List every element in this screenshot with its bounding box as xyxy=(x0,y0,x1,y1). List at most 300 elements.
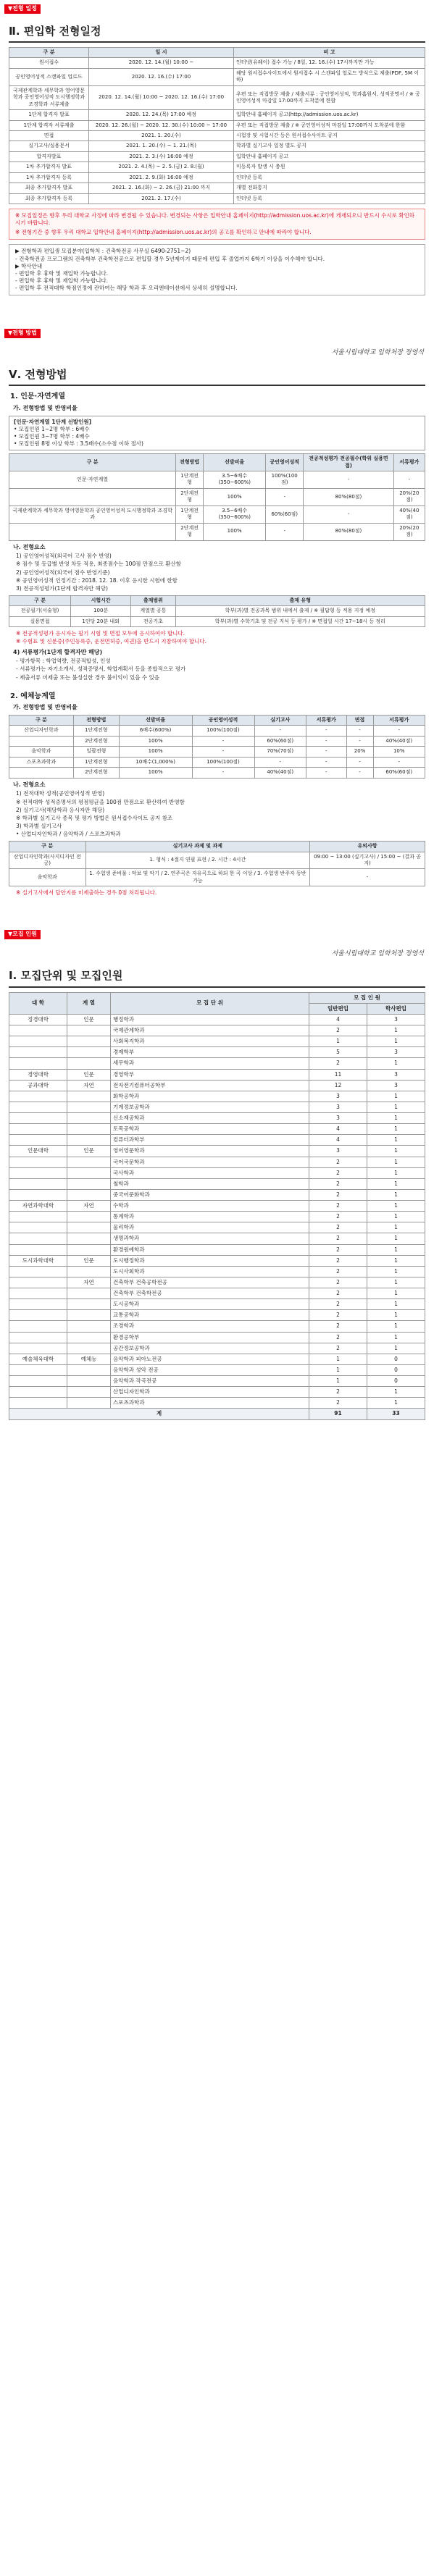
box-title: [인문·자연계열 1단계 선발인원] xyxy=(14,418,92,425)
table-row xyxy=(9,1255,425,1266)
table-cell: 1단계전형 xyxy=(176,471,204,489)
text-line: 1) 전적대학 성적(공인영어성적 반영) xyxy=(16,790,105,797)
cell-track xyxy=(67,1047,111,1058)
table-row xyxy=(9,1343,425,1354)
col-header: 전형방법 xyxy=(176,454,204,471)
table-row xyxy=(9,1178,425,1189)
table-cell: 100% xyxy=(204,523,266,540)
cell-general: 4 xyxy=(309,1124,367,1135)
cell-college: 경영대학 xyxy=(9,1069,67,1080)
cell-general: 1 xyxy=(309,1354,367,1364)
table-cell xyxy=(9,488,176,505)
cell-track xyxy=(67,1212,111,1222)
table-cell: 60%(60점) xyxy=(254,736,306,746)
cell-date: 2021. 2. 9.(화) 16:00 예정 xyxy=(89,172,234,182)
table-row xyxy=(9,1167,425,1178)
cell-unit: 음악학과 작곡전공 xyxy=(111,1376,309,1387)
text-line: 2) 공인영어성적(외국어 점수 반영기준) xyxy=(16,569,110,576)
cell-unit: 환경원예학과 xyxy=(111,1244,309,1255)
cell-bachelor: 3 xyxy=(367,1047,425,1058)
table-cell: 2단계전형 xyxy=(73,736,119,746)
table-row xyxy=(9,85,425,109)
cell-bachelor: 1 xyxy=(367,1266,425,1277)
col-header: 일반편입 xyxy=(309,1003,367,1014)
table-cell: - xyxy=(346,736,373,746)
cell-track xyxy=(67,1376,111,1387)
cell-general: 2 xyxy=(309,1266,367,1277)
cell-track xyxy=(67,1157,111,1167)
table-cell: 실용면접 xyxy=(9,616,71,626)
cell-track: 자연 xyxy=(67,1277,111,1288)
box-line: • 모집인원 1~2명 학부 : 6배수 xyxy=(14,425,90,432)
cell-unit: 생명과학과 xyxy=(111,1233,309,1244)
table-cell: 학부(과)별 수학기초 및 전공 지식 등 평가 / ※ 면접일 시간 17~18시 등 정리 xyxy=(175,616,425,626)
cell-unit: 도시행정학과 xyxy=(111,1255,309,1266)
cell-unit: 세무학과 xyxy=(111,1058,309,1069)
section-tag: ▼전형 방법 xyxy=(4,329,41,338)
table-row xyxy=(9,58,425,68)
cell-category: 최종 추가합격자 발표 xyxy=(9,183,89,193)
table-cell xyxy=(9,736,74,746)
table-cell: 40%(40점) xyxy=(393,505,425,523)
table-cell: 100%(100점) xyxy=(266,471,304,489)
cell-college: 자연과학대학 xyxy=(9,1201,67,1212)
cell-bachelor: 1 xyxy=(367,1387,425,1398)
table-row xyxy=(9,1354,425,1364)
info-line: ▶ 전형학과 편입생 모집분야(입학처 : 건축학전공 사무실 6490-2751~2) xyxy=(15,248,191,255)
cell-track xyxy=(67,1364,111,1375)
cell-bachelor: 1 xyxy=(367,1299,425,1310)
table-row xyxy=(9,183,425,193)
table-row xyxy=(9,523,425,540)
col-header: 대 학 xyxy=(9,992,67,1014)
cell-bachelor: 1 xyxy=(367,1178,425,1189)
table-row xyxy=(9,488,425,505)
cell-college xyxy=(9,1310,67,1321)
cell-college xyxy=(9,1113,67,1124)
cell-college xyxy=(9,1124,67,1135)
method-table-3 xyxy=(9,715,425,779)
table-row xyxy=(9,606,425,616)
cell-general: 4 xyxy=(309,1014,367,1025)
section-title: Ⅰ. 모집단위 및 모집인원 xyxy=(9,968,425,987)
cell-note: 입학안내 홈페이지 공고(http://admission.uos.ac.kr) xyxy=(234,110,425,120)
cell-general: 12 xyxy=(309,1080,367,1091)
quota-section xyxy=(0,926,434,1419)
table-cell: 산업디자인학과(사지디자인 전공) xyxy=(9,852,86,869)
cell-bachelor: 1 xyxy=(367,1343,425,1354)
cell-category: 국제관계학과 세무학과 영어영문학과 공인영어성적 도시행정학과 조경학과 서류제출 xyxy=(9,85,89,109)
cell-bachelor: 3 xyxy=(367,1014,425,1025)
table-cell: 100% xyxy=(119,747,192,757)
table-cell: - xyxy=(304,471,393,489)
table-row xyxy=(9,1102,425,1112)
text-line: - 제출서류 미제출 또는 불성실한 경우 불이익이 있을 수 있음 xyxy=(16,674,160,681)
cell-bachelor: 1 xyxy=(367,1244,425,1255)
cell-unit: 음악학과 성악 전공 xyxy=(111,1364,309,1375)
cell-general: 2 xyxy=(309,1201,367,1212)
box-line: • 모집인원 3~7명 학부 : 4배수 xyxy=(14,432,90,440)
cell-track xyxy=(67,1102,111,1112)
text-line: - 서류평가는 자기소개서, 성적증명서, 학업계획서 등을 종합적으로 평가 xyxy=(16,666,186,673)
cell-bachelor: 1 xyxy=(367,1091,425,1102)
cell-date: 2021. 2. 4.(목) ~ 2. 5.(금) 2. 8.(월) xyxy=(89,162,234,172)
total-general: 91 xyxy=(309,1409,367,1419)
cell-note: 시험장 및 시험시간 등은 원서접수사이트 공지 xyxy=(234,130,425,140)
cell-college: 공과대학 xyxy=(9,1080,67,1091)
info-box xyxy=(9,244,425,295)
cell-track xyxy=(67,1288,111,1299)
cell-general: 2 xyxy=(309,1310,367,1321)
cell-track xyxy=(67,1058,111,1069)
table-row xyxy=(9,1288,425,1299)
table-row xyxy=(9,110,425,120)
table-cell: 2단계전형 xyxy=(176,523,204,540)
notice-text: ※ 모집일정은 향후 우리 대학교 사정에 따라 변경될 수 있습니다. 변경되는 사항은 입학안내 홈페이지(http://admission.uos.ac.kr)에 게재되오니 반드시 수시로 확인하시기 바랍니다. xyxy=(15,212,415,227)
table-cell: 2단계전형 xyxy=(176,488,204,505)
cell-date: 2021. 1. 20.(수) xyxy=(89,130,234,140)
table-cell: 1인당 20분 내외 xyxy=(70,616,130,626)
cell-general: 2 xyxy=(309,1321,367,1332)
cell-note: 우편 또는 직접방문 제출 / ※ 공인영어성적 마감일 17:00까지 도착분에 한함 xyxy=(234,120,425,130)
table-row xyxy=(9,193,425,204)
cell-date: 2021. 2. 17.(수) xyxy=(89,193,234,204)
table-cell: 음악학과 xyxy=(9,869,86,886)
table-cell: - xyxy=(346,726,373,736)
table-cell: - xyxy=(373,757,425,767)
table-cell: - xyxy=(306,757,346,767)
col-header: 모 집 인 원 xyxy=(309,992,425,1003)
cell-bachelor: 0 xyxy=(367,1364,425,1375)
cell-general: 2 xyxy=(309,1233,367,1244)
cell-unit: 도시사회학과 xyxy=(111,1266,309,1277)
col-header: 시험시간 xyxy=(70,595,130,605)
cell-category: 합격자발표 xyxy=(9,151,89,161)
cell-track xyxy=(67,1189,111,1200)
cell-date: 2020. 12. 24.(목) 17:00 예정 xyxy=(89,110,234,120)
table-cell: 스포츠과학과 xyxy=(9,757,74,767)
table-row xyxy=(9,1332,425,1343)
table-cell: 100% xyxy=(119,768,192,778)
total-bachelor: 33 xyxy=(367,1409,425,1419)
cell-track xyxy=(67,1036,111,1047)
col-header: 실기고사 과제 및 과제 xyxy=(85,842,310,852)
table-row xyxy=(9,1310,425,1321)
warning-text: ※ 실기고사에서 답안지를 미제출하는 경우 0점 처리됩니다. xyxy=(16,889,157,897)
col-header: 전형방법 xyxy=(73,715,119,725)
cell-general: 2 xyxy=(309,1058,367,1069)
table-cell: 2단계전형 xyxy=(73,768,119,778)
table-cell: 1단계전형 xyxy=(73,726,119,736)
table-row xyxy=(9,1398,425,1409)
cell-category: 최종 추가합격자 등록 xyxy=(9,193,89,204)
table-row xyxy=(9,130,425,140)
table-row xyxy=(9,471,425,489)
table-row xyxy=(9,736,425,746)
cell-general: 2 xyxy=(309,1332,367,1343)
cell-bachelor: 1 xyxy=(367,1201,425,1212)
table-cell: 70%(70점) xyxy=(254,747,306,757)
cell-bachelor: 1 xyxy=(367,1135,425,1146)
cell-track xyxy=(67,1244,111,1255)
col-header: 계 열 xyxy=(67,992,111,1014)
cell-date: 2021. 2. 3.(수) 16:00 예정 xyxy=(89,151,234,161)
cell-unit: 사회복지학과 xyxy=(111,1036,309,1047)
col-header: 서류평가 xyxy=(393,454,425,471)
table-row xyxy=(9,151,425,161)
cell-unit: 통계학과 xyxy=(111,1212,309,1222)
col-header: 출제범위 xyxy=(131,595,175,605)
cell-category: 공인영어성적 스캔파일 업로드 xyxy=(9,68,89,85)
table-cell: - xyxy=(310,869,425,886)
method-table-2 xyxy=(9,595,425,627)
cell-bachelor: 0 xyxy=(367,1354,425,1364)
cell-bachelor: 1 xyxy=(367,1189,425,1200)
cell-general: 2 xyxy=(309,1157,367,1167)
table-cell: - xyxy=(254,757,306,767)
table-cell: 6배수(600%) xyxy=(119,726,192,736)
cell-general: 2 xyxy=(309,1025,367,1036)
cell-college xyxy=(9,1189,67,1200)
table-cell: 인문·자연계열 xyxy=(9,471,176,489)
table-cell: 1단계전형 xyxy=(176,505,204,523)
table-cell: - xyxy=(306,747,346,757)
cell-general: 1 xyxy=(309,1364,367,1375)
cell-track xyxy=(67,1299,111,1310)
table-cell: 60%(60점) xyxy=(266,505,304,523)
cell-track xyxy=(67,1222,111,1233)
table-row xyxy=(9,1201,425,1212)
cell-general: 2 xyxy=(309,1288,367,1299)
col-header: 출제 유형 xyxy=(175,595,425,605)
col-header: 서류평가 xyxy=(373,715,425,725)
cell-date: 2021. 2. 16.(화) ~ 2. 26.(금) 21:00 까지 xyxy=(89,183,234,193)
table-cell: 산업디자인학과 xyxy=(9,726,74,736)
subsection-subtitle: 나. 전형요소 xyxy=(13,781,46,788)
cell-note: 해당 원서접수사이트에서 원서접수 시 스캔파일 업로드 방식으로 제출(PDF, 5M 이하) xyxy=(234,68,425,85)
cell-college: 예술체육대학 xyxy=(9,1354,67,1364)
cell-unit: 건축학부 건축공학전공 xyxy=(111,1277,309,1288)
col-header: 서류평가 xyxy=(306,715,346,725)
cell-date: 2020. 12. 26.(월) ~ 2020. 12. 30.(수) 10:00 ~ 17:00 xyxy=(89,120,234,130)
text-line: ※ 학과별 실기고사 종목 및 평가 방법은 원서접수사이트 공지 참조 xyxy=(16,814,173,821)
table-cell: - xyxy=(254,726,306,736)
cell-unit: 스포츠과학과 xyxy=(111,1398,309,1409)
text-line: 2) 실기고사(해당학과 응시자만 해당) xyxy=(16,806,105,813)
table-row xyxy=(9,141,425,151)
col-header: 구 분 xyxy=(9,454,176,471)
section-tag: ▼모집 인원 xyxy=(4,930,41,939)
table-row xyxy=(9,120,425,130)
cell-unit: 기계정보공학과 xyxy=(111,1102,309,1112)
table-cell: 1단계전형 xyxy=(73,757,119,767)
cell-unit: 화학공학과 xyxy=(111,1091,309,1102)
table-row xyxy=(9,1321,425,1332)
cell-track xyxy=(67,1091,111,1102)
cell-bachelor: 3 xyxy=(367,1069,425,1080)
cell-college xyxy=(9,1058,67,1069)
cell-college xyxy=(9,1398,67,1409)
cell-track: 인문 xyxy=(67,1014,111,1025)
cell-college xyxy=(9,1212,67,1222)
col-header: 구 분 xyxy=(9,715,74,725)
table-row xyxy=(9,1157,425,1167)
cell-general: 2 xyxy=(309,1212,367,1222)
cell-unit: 컴퓨터과학부 xyxy=(111,1135,309,1146)
col-header: 일 시 xyxy=(89,48,234,58)
cell-category: 실기고사/실용문서 xyxy=(9,141,89,151)
cell-unit: 신소재공학과 xyxy=(111,1113,309,1124)
cell-unit: 교통공학과 xyxy=(111,1310,309,1321)
table-cell: 40%(40점) xyxy=(373,736,425,746)
cell-unit: 환경공학부 xyxy=(111,1332,309,1343)
subsection-title: 2. 예체능계열 xyxy=(10,692,56,700)
table-row xyxy=(9,1387,425,1398)
method-section xyxy=(0,324,434,897)
cell-date: 2020. 12. 14.(월) 10:00 ~ xyxy=(89,58,234,68)
cell-track xyxy=(67,1113,111,1124)
cell-general: 2 xyxy=(309,1343,367,1354)
table-cell: - xyxy=(304,505,393,523)
signature: 서울시립대학교 입학처장 정영석 xyxy=(331,950,424,958)
col-header: 유의사항 xyxy=(310,842,425,852)
cell-college xyxy=(9,1167,67,1178)
table-cell: 40%(40점) xyxy=(254,768,306,778)
cell-college xyxy=(9,1288,67,1299)
table-cell: - xyxy=(192,736,254,746)
cell-bachelor: 1 xyxy=(367,1288,425,1299)
table-row xyxy=(9,852,425,869)
cell-college xyxy=(9,1036,67,1047)
table-row xyxy=(9,1277,425,1288)
warning-text: ※ 전공적성평가 응시자는 필기 시험 및 면접 모두에 응시하여야 합니다. xyxy=(16,630,185,637)
cell-unit: 행정학과 xyxy=(111,1014,309,1025)
text-line: 3) 전공적성평가(1단계 합격자만 해당) xyxy=(16,584,108,592)
table-row xyxy=(9,1091,425,1102)
cell-note: 학과별 실기고사 일정 별도 공지 xyxy=(234,141,425,151)
table-cell: - xyxy=(192,768,254,778)
table-cell: - xyxy=(346,757,373,767)
cell-track xyxy=(67,1167,111,1178)
table-cell: - xyxy=(393,471,425,489)
table-cell: 100% xyxy=(204,488,266,505)
col-header: 면접 xyxy=(346,715,373,725)
col-header: 선발비율 xyxy=(204,454,266,471)
table-cell: 1. 수험생 준비물 : 악보 및 악기 / 2. 연주곡은 자유곡으로 하되 한 곡 이상 / 3. 수험생 반주자 동반 가능 xyxy=(85,869,310,886)
cell-college xyxy=(9,1387,67,1398)
cell-bachelor: 1 xyxy=(367,1233,425,1244)
table-row xyxy=(9,1376,425,1387)
cell-bachelor: 1 xyxy=(367,1310,425,1321)
table-cell: 20%(20점) xyxy=(393,523,425,540)
cell-note: 미등록자 발생 시 충원 xyxy=(234,162,425,172)
cell-college xyxy=(9,1321,67,1332)
cell-unit: 국사학과 xyxy=(111,1167,309,1178)
cell-college: 정경대학 xyxy=(9,1014,67,1025)
table-cell: 학부(과)별 전공과목 범위 내에서 출제 / ※ 필답형 등 적용 지정 예정 xyxy=(175,606,425,616)
table-cell: 80%(80점) xyxy=(304,488,393,505)
cell-college xyxy=(9,1266,67,1277)
cell-note: 인터넷 등록 xyxy=(234,172,425,182)
cell-bachelor: 1 xyxy=(367,1113,425,1124)
cell-note: 우편 또는 직접방문 제출 / 제출서류 : 공인영어성적, 학과홈원서, 성적증명서 / ※ 공인영어성적 마감일 17:00까지 도착분에 한함 xyxy=(234,85,425,109)
table-row xyxy=(9,1299,425,1310)
table-row xyxy=(9,1047,425,1058)
cell-category: 1차 추가합격자 등록 xyxy=(9,172,89,182)
notice-box xyxy=(9,209,425,240)
table-row xyxy=(9,616,425,626)
table-cell: 1. 형식 : 4절지 연필 표현 / 2. 시간 : 4시간 xyxy=(85,852,310,869)
table-cell: 09:00 ~ 13:00 (실기고사) / 15:00 ~ (결과 공지) xyxy=(310,852,425,869)
cell-general: 2 xyxy=(309,1277,367,1288)
info-line: - 건축학전공 프로그램의 건축학부 건축학전공으로 편입할 경우 5년제이기 때문에 편입 후 졸업까지 6학기 이상을 이수해야 합니다. xyxy=(15,255,325,262)
table-row xyxy=(9,1135,425,1146)
cell-unit: 경영학부 xyxy=(111,1069,309,1080)
table-cell: - xyxy=(306,768,346,778)
table-cell: 100%(100점) xyxy=(192,726,254,736)
total-label: 계 xyxy=(9,1409,309,1419)
quota-table xyxy=(9,992,425,1420)
cell-college xyxy=(9,1376,67,1387)
table-row xyxy=(9,1080,425,1091)
subsection-subtitle: 4) 서류평가(1단계 합격자만 해당) xyxy=(13,648,103,655)
cell-bachelor: 1 xyxy=(367,1036,425,1047)
cell-track xyxy=(67,1310,111,1321)
cell-general: 2 xyxy=(309,1398,367,1409)
cell-college xyxy=(9,1343,67,1354)
col-header: 실기고사 xyxy=(254,715,306,725)
table-row xyxy=(9,162,425,172)
cell-track xyxy=(67,1233,111,1244)
table-cell: 80%(80점) xyxy=(304,523,393,540)
col-header: 구 분 xyxy=(9,595,71,605)
cell-unit: 철학과 xyxy=(111,1178,309,1189)
table-row xyxy=(9,1036,425,1047)
table-row xyxy=(9,1058,425,1069)
text-line: 3) 학과별 실기고사 xyxy=(16,822,62,829)
cell-bachelor: 1 xyxy=(367,1332,425,1343)
table-row xyxy=(9,1014,425,1025)
cell-track xyxy=(67,1266,111,1277)
cell-general: 3 xyxy=(309,1113,367,1124)
table-cell: - xyxy=(266,523,304,540)
cell-unit: 영어영문학과 xyxy=(111,1146,309,1157)
cell-bachelor: 3 xyxy=(367,1080,425,1091)
cell-track xyxy=(67,1025,111,1036)
table-row xyxy=(9,1233,425,1244)
table-cell: 전공기초 xyxy=(131,616,175,626)
table-cell: 60%(60점) xyxy=(373,768,425,778)
cell-date: 2021. 1. 20.(수) ~ 1. 21.(목) xyxy=(89,141,234,151)
table-cell: 국제관계학과 세무학과 영어영문학과 공인영어성적 도시행정학과 조경학과 xyxy=(9,505,176,523)
table-cell: 3.5~6배수(350~600%) xyxy=(204,505,266,523)
cell-bachelor: 1 xyxy=(367,1398,425,1409)
table-cell: - xyxy=(373,726,425,736)
selection-box xyxy=(9,416,425,451)
cell-track xyxy=(67,1178,111,1189)
table-cell: 20%(20점) xyxy=(393,488,425,505)
cell-unit: 토목공학과 xyxy=(111,1124,309,1135)
schedule-section xyxy=(0,0,434,295)
table-row xyxy=(9,726,425,736)
cell-track xyxy=(67,1124,111,1135)
cell-unit: 수학과 xyxy=(111,1201,309,1212)
cell-general: 11 xyxy=(309,1069,367,1080)
text-line: ※ 전적대학 성적증명서의 평점평균을 100점 만점으로 환산하여 반영함 xyxy=(16,798,185,805)
col-header: 공인영어성적 xyxy=(266,454,304,471)
cell-track xyxy=(67,1343,111,1354)
cell-college xyxy=(9,1364,67,1375)
